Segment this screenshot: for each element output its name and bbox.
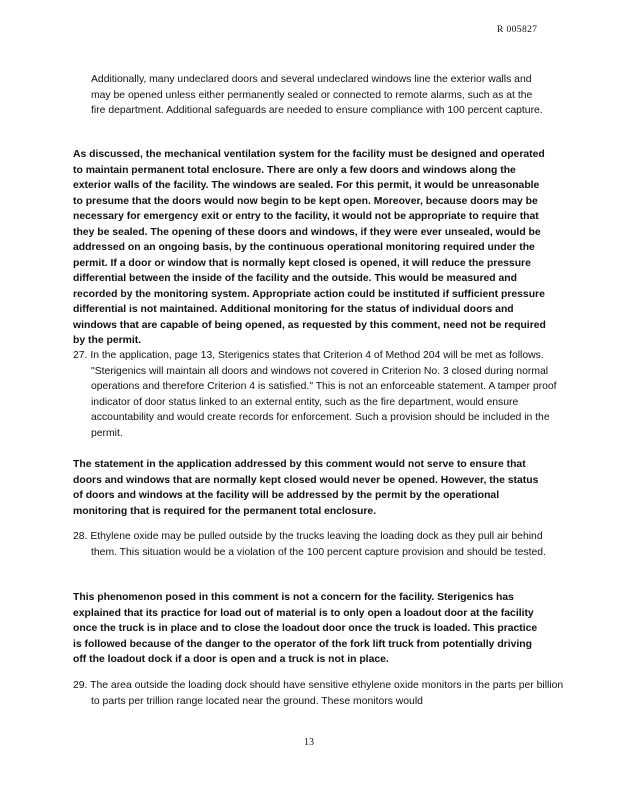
page-number: 13: [304, 737, 314, 748]
comment-27: 27. In the application, page 13, Sterigenics states that Criterion 4 of Method 204 will be met as follows. "Sterigenics will maintain all doors and windows not covered in Criterion No. 3 closed during normal operations and therefore Criterion 4 is satisfied." This is not an enforceable statement. A tamper proof indicator of door status linked to an external entity, such as the fire department, would ensure accountability and would create records for enforcement. Such a provision should be included in the permit.: [73, 350, 557, 439]
response-paragraph-28: This phenomenon posed in this comment is not a concern for the facility. Sterigenics has explained that its practice for load out of material is to only open a loadout door at the facility once the truck is in place and to close the loadout door once the truck is loaded. This practice is followed because of the danger to the operator of the fork lift truck from potentially driving off the loadout dock if a door is open and a truck is not in place.: [73, 592, 538, 665]
comment-28: 28. Ethylene oxide may be pulled outside by the trucks leaving the loading dock as they pull air behind them. This situation would be a violation of the 100 percent capture provision and should be tested.: [73, 531, 546, 558]
comment-continued: Additionally, many undeclared doors and several undeclared windows line the exterior walls and may be opened unless either permanently sealed or connected to remote alarms, such as at the fire department. Additional safeguards are needed to ensure compliance with 100 percent capture.: [91, 74, 543, 116]
response-paragraph-27: The statement in the application addressed by this comment would not serve to ensure that doors and windows that are normally kept closed would never be opened. However, the status of doors and windows at the facility will be addressed by the permit by the operational monitoring that is required for the permanent total enclosure.: [73, 459, 539, 517]
comment-29: 29. The area outside the loading dock should have sensitive ethylene oxide monitors in the parts per billion to parts per trillion range located near the ground. These monitors would: [73, 680, 564, 707]
bates-number: R 005827: [497, 25, 538, 35]
response-paragraph-26: As discussed, the mechanical ventilation system for the facility must be designed and operated to maintain permanent total enclosure. There are only a few doors and windows along the exterior walls of the facility. The windows are sealed. For this permit, it would be unreasonable to presume that the doors would now begin to be kept open. Moreover, because doors may be necessary for emergency exit or entry to the facility, it would not be appropriate to require that they be sealed. The opening of these doors and windows, if they were ever unsealed, would be addressed on an ongoing basis, by the continuous operational monitoring required under the permit. If a door or window that is normally kept closed is opened, it will reduce the pressure differential between the inside of the facility and the outside. This would be measured and recorded by the monitoring system. Appropriate action could be instituted if sufficient pressure differential is not maintained. Additional monitoring for the status of individual doors and windows that are capable of being opened, as requested by this comment, need not be required by the permit.: [73, 149, 546, 346]
